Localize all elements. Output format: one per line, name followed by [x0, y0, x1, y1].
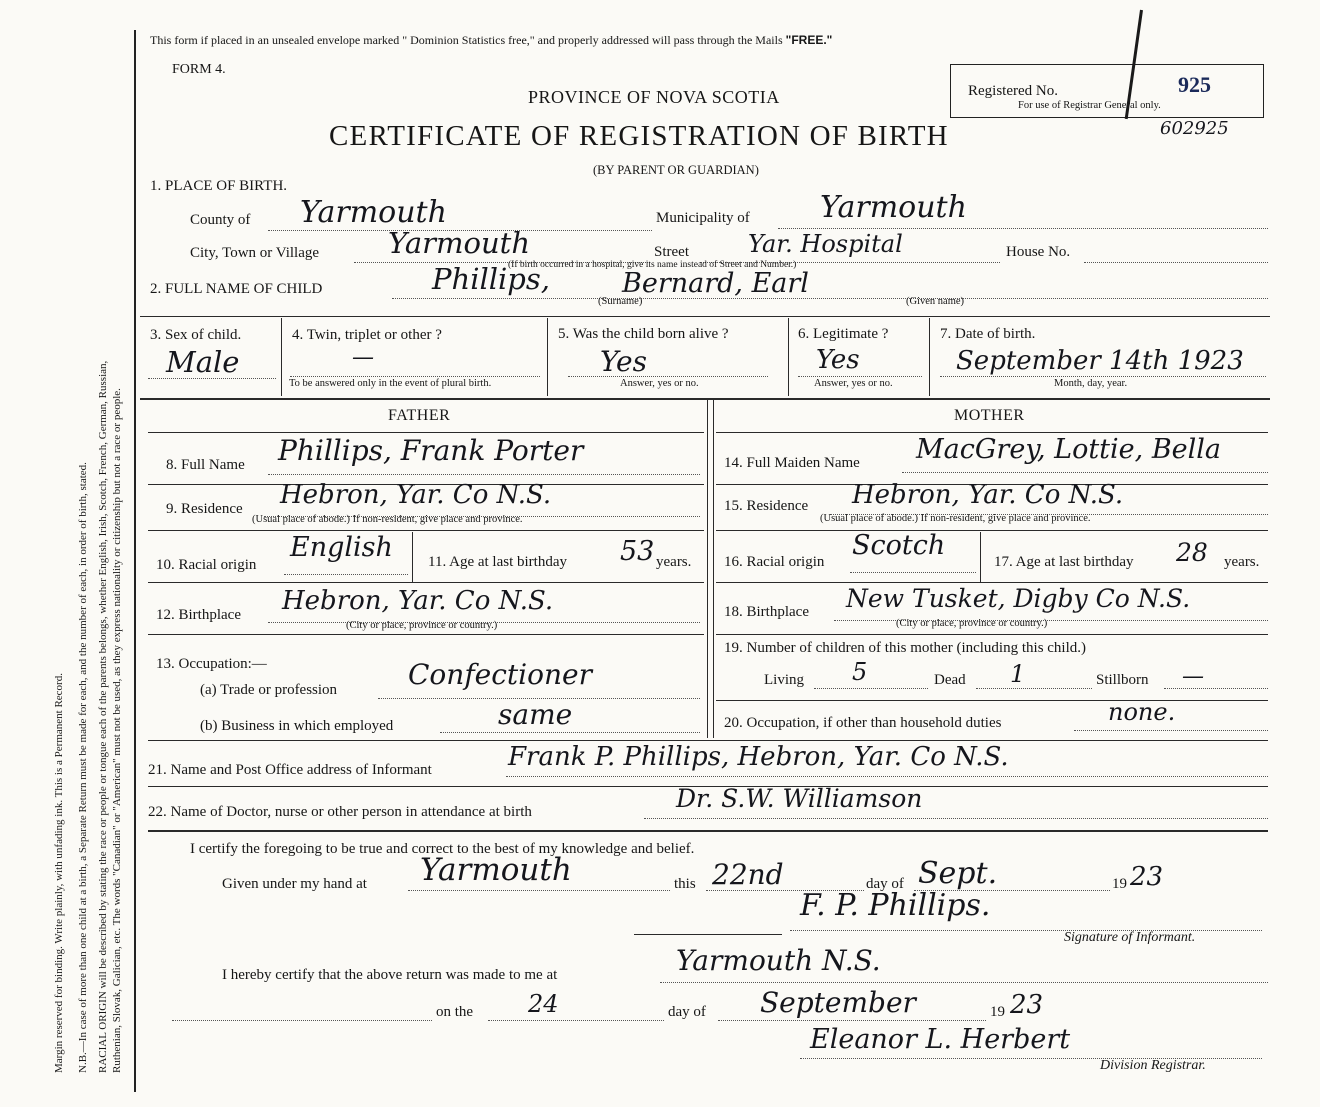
father-name-label: 8. Full Name	[166, 457, 245, 473]
registered-note: For use of Registrar General only.	[1018, 100, 1161, 111]
place-of-birth-label: 1. PLACE OF BIRTH.	[150, 178, 288, 194]
father-race-value: English	[290, 532, 393, 563]
hospital-note: (If birth occurred in a hospital, give its name instead of Street and Number.)	[508, 260, 797, 270]
mother-name-label: 14. Full Maiden Name	[724, 455, 860, 471]
given-name-note: (Given name)	[906, 296, 965, 307]
dob-label: 7. Date of birth.	[940, 326, 1036, 342]
house-label: House No.	[1006, 244, 1071, 260]
certify-text: I certify the foregoing to be true and correct to the best of my knowledge and belief.	[190, 841, 695, 857]
legitimate-note: Answer, yes or no.	[814, 378, 893, 389]
mail-notice: This form if placed in an unsealed envelope marked " Dominion Statistics free," and properly addressed will pass through the Mails "FREE."	[150, 33, 833, 47]
doctor-value: Dr. S.W. Williamson	[676, 784, 923, 813]
father-race-label: 10. Racial origin	[156, 557, 257, 573]
registrar-day-value: 24	[528, 990, 559, 1018]
mother-children-label: 19. Number of children of this mother (including this child.)	[724, 640, 1087, 656]
mother-residence-label: 15. Residence	[724, 498, 809, 514]
twin-value: —	[352, 345, 374, 370]
municipality-value: Yarmouth	[820, 190, 967, 225]
legitimate-value: Yes	[816, 345, 860, 375]
informant-value: Frank P. Phillips, Hebron, Yar. Co N.S.	[508, 742, 1009, 772]
registered-extra: 602925	[1160, 118, 1229, 139]
municipality-label: Municipality of	[656, 210, 750, 226]
city-value: Yarmouth	[388, 226, 531, 260]
city-label: City, Town or Village	[190, 245, 320, 261]
legitimate-label: 6. Legitimate ?	[798, 326, 889, 342]
twin-note: To be answered only in the event of plural birth.	[289, 378, 492, 389]
registrar-month-value: September	[760, 986, 916, 1019]
child-name-label: 2. FULL NAME OF CHILD	[150, 281, 323, 297]
father-business-value: same	[498, 698, 573, 731]
father-age-value: 53	[620, 536, 655, 567]
given-month-value: Sept.	[918, 856, 998, 891]
page-subtitle: (BY PARENT OR GUARDIAN)	[593, 163, 759, 177]
given-year-prefix: 19	[1112, 876, 1127, 892]
division-registrar-label: Division Registrar.	[1100, 1058, 1206, 1073]
margin-note-1: Margin reserved for binding. Write plainly, with unfading ink. This is a Permanent Record.	[53, 673, 65, 1073]
registrar-day-of-label: day of	[668, 1004, 706, 1020]
child-given-name: Bernard, Earl	[622, 268, 809, 299]
stillborn-label: Stillborn	[1096, 672, 1149, 688]
alive-note: Answer, yes or no.	[620, 378, 699, 389]
mother-age-label: 17. Age at last birthday	[994, 554, 1134, 570]
mother-residence-value: Hebron, Yar. Co N.S.	[852, 480, 1124, 510]
street-label: Street	[654, 244, 689, 260]
signature-informant-label: Signature of Informant.	[1064, 930, 1196, 945]
living-label: Living	[764, 672, 804, 688]
mother-residence-note: (Usual place of abode.) If non-resident, give place and province.	[820, 513, 1091, 524]
street-value: Yar. Hospital	[748, 230, 903, 258]
mother-birthplace-note: (City or place, province or country.)	[896, 618, 1048, 629]
informant-signature: F. P. Phillips.	[800, 888, 991, 923]
mother-race-label: 16. Racial origin	[724, 554, 825, 570]
alive-label: 5. Was the child born alive ?	[558, 326, 729, 342]
registrar-year-value: 23	[1010, 990, 1044, 1020]
mother-heading: MOTHER	[954, 407, 1025, 424]
child-surname: Phillips,	[432, 262, 550, 296]
given-place-value: Yarmouth	[420, 852, 572, 888]
mother-age-years: years.	[1224, 554, 1260, 570]
county-label: County of	[190, 212, 251, 228]
father-occupation-label: 13. Occupation:—	[156, 656, 267, 672]
dob-value: September 14th 1923	[956, 346, 1244, 376]
father-birthplace-note: (City or place, province or country.)	[346, 620, 498, 631]
alive-value: Yes	[600, 345, 647, 378]
father-trade-label: (a) Trade or profession	[200, 682, 338, 698]
margin-note-3: RACIAL ORIGIN will be described by stating the race or people or tongue each of the parents belongs, whether English, Irish, Scotch, French, German, Russian,	[97, 360, 109, 1073]
dead-value: 1	[1010, 660, 1026, 688]
mother-birthplace-label: 18. Birthplace	[724, 604, 809, 620]
province-heading: PROVINCE OF NOVA SCOTIA	[528, 87, 780, 107]
mother-age-value: 28	[1176, 538, 1208, 567]
registrar-signature: Eleanor L. Herbert	[810, 1024, 1071, 1055]
mother-name-value: MacGrey, Lottie, Bella	[916, 434, 1222, 465]
father-residence-value: Hebron, Yar. Co N.S.	[280, 480, 552, 510]
form-number: FORM 4.	[172, 62, 226, 77]
surname-note: (Surname)	[598, 296, 643, 307]
dead-label: Dead	[934, 672, 966, 688]
day-of-label: day of	[866, 876, 904, 892]
margin-note-2: N.B.—In case of more than one child at a birth, a Separate Return must be made for each, and the number of each, in order of birth, stated.	[77, 462, 89, 1073]
father-age-label: 11. Age at last birthday	[428, 554, 567, 570]
county-value: Yarmouth	[300, 195, 447, 230]
margin-note-4: Ruthenian, Slovak, Galician, etc. The words "Canadian" or "American" must not be used, as they express nationality or citizenship but not a race or people.	[111, 388, 123, 1073]
father-age-years: years.	[656, 554, 692, 570]
mother-race-value: Scotch	[852, 530, 946, 561]
this-label: this	[674, 876, 696, 892]
sex-label: 3. Sex of child.	[150, 327, 242, 343]
father-residence-note: (Usual place of abode.) If non-resident, give place and province.	[252, 514, 523, 525]
margin-rule	[134, 30, 136, 1092]
registrar-place-value: Yarmouth N.S.	[676, 944, 881, 977]
given-day-value: 22nd	[712, 858, 784, 891]
father-residence-label: 9. Residence	[166, 501, 243, 517]
stillborn-value: —	[1182, 664, 1204, 689]
doctor-label: 22. Name of Doctor, nurse or other person in attendance at birth	[148, 804, 532, 820]
dob-note: Month, day, year.	[1054, 378, 1128, 389]
father-trade-value: Confectioner	[408, 658, 592, 691]
page-title: CERTIFICATE OF REGISTRATION OF BIRTH	[329, 120, 949, 152]
given-year-value: 23	[1130, 862, 1164, 892]
registrar-certify-text: I hereby certify that the above return was made to me at	[222, 967, 558, 983]
sex-value: Male	[166, 345, 240, 379]
father-name-value: Phillips, Frank Porter	[278, 434, 584, 467]
given-under-label: Given under my hand at	[222, 876, 367, 892]
informant-label: 21. Name and Post Office address of Informant	[148, 762, 432, 778]
registrar-year-prefix: 19	[990, 1004, 1005, 1020]
father-business-label: (b) Business in which employed	[200, 718, 394, 734]
father-heading: FATHER	[388, 407, 451, 424]
twin-label: 4. Twin, triplet or other ?	[292, 327, 442, 343]
on-the-label: on the	[436, 1004, 474, 1020]
mother-occupation-value: none.	[1108, 698, 1176, 726]
registered-number: 925	[1178, 72, 1211, 97]
father-birthplace-value: Hebron, Yar. Co N.S.	[282, 586, 554, 616]
mother-birthplace-value: New Tusket, Digby Co N.S.	[846, 584, 1191, 613]
father-birthplace-label: 12. Birthplace	[156, 607, 241, 623]
registered-label: Registered No.	[968, 83, 1058, 99]
living-value: 5	[852, 658, 868, 686]
mother-occupation-label: 20. Occupation, if other than household duties	[724, 715, 1002, 731]
